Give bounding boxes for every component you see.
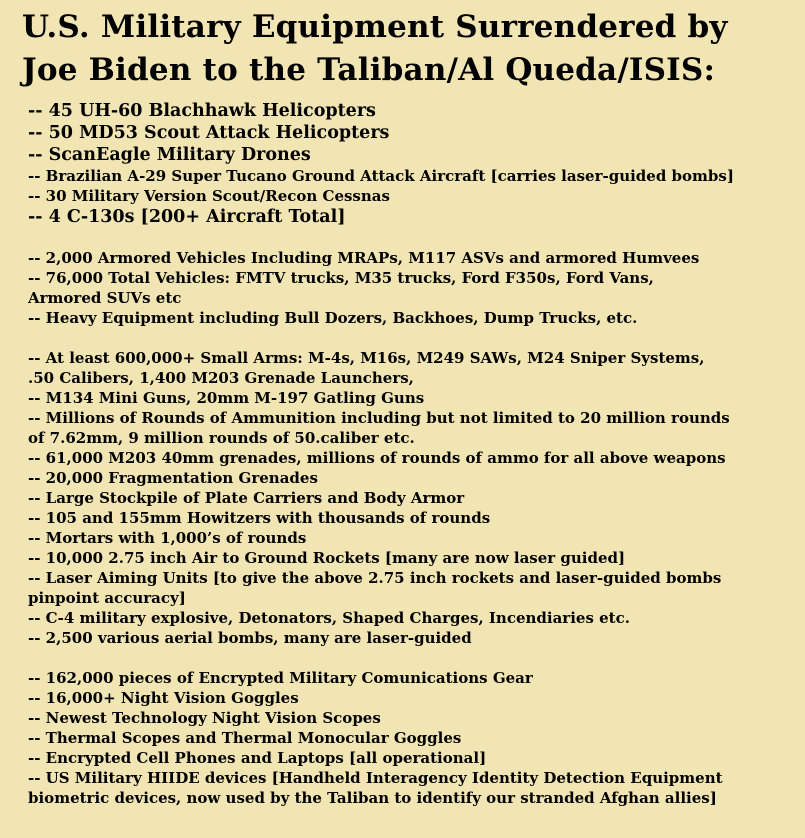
list-item: -- At least 600,000+ Small Arms: M-4s, M16s, M249 SAWs, M24 Sniper Systems, xyxy=(28,349,705,367)
equipment-list xyxy=(28,100,798,808)
list-item: -- US Military HIIDE devices [Handheld Interagency Identity Detection Equipment xyxy=(28,769,723,787)
list-item: -- Heavy Equipment including Bull Dozers, Backhoes, Dump Trucks, etc. xyxy=(28,309,638,327)
list-item: -- 2,000 Armored Vehicles Including MRAPs, M117 ASVs and armored Humvees xyxy=(28,249,700,267)
list-item: -- Laser Aiming Units [to give the above 2.75 inch rockets and laser-guided bombs xyxy=(28,569,722,587)
list-item: -- 76,000 Total Vehicles: FMTV trucks, M35 trucks, Ford F350s, Ford Vans, xyxy=(28,269,654,287)
list-item: -- 16,000+ Night Vision Goggles xyxy=(28,689,299,707)
list-item-continuation: .50 Calibers, 1,400 M203 Grenade Launchers, xyxy=(28,369,414,387)
group-spacer xyxy=(28,228,798,248)
list-item: -- Millions of Rounds of Ammunition including but not limited to 20 million rounds xyxy=(28,409,730,427)
page-title xyxy=(22,6,792,92)
title-line-1: U.S. Military Equipment Surrendered by xyxy=(22,9,728,45)
list-item: -- 4 C-130s [200+ Aircraft Total] xyxy=(28,207,346,227)
list-item: -- Newest Technology Night Vision Scopes xyxy=(28,709,381,727)
group-spacer xyxy=(28,328,798,348)
list-item: -- Brazilian A-29 Super Tucano Ground Attack Aircraft [carries laser-guided bombs] xyxy=(28,167,734,185)
list-item-continuation: of 7.62mm, 9 million rounds of 50.caliber etc. xyxy=(28,429,415,447)
title-line-2: Joe Biden to the Taliban/Al Queda/ISIS: xyxy=(22,52,716,88)
list-item: -- 2,500 various aerial bombs, many are laser-guided xyxy=(28,629,472,647)
list-item: -- Large Stockpile of Plate Carriers and Body Armor xyxy=(28,489,465,507)
list-item: -- Thermal Scopes and Thermal Monocular Goggles xyxy=(28,729,462,747)
list-item-continuation: biometric devices, now used by the Taliban to identify our stranded Afghan allies] xyxy=(28,789,717,807)
list-item-continuation: Armored SUVs etc xyxy=(28,289,182,307)
list-item: -- 10,000 2.75 inch Air to Ground Rockets [many are now laser guided] xyxy=(28,549,626,567)
list-item: -- 105 and 155mm Howitzers with thousands of rounds xyxy=(28,509,491,527)
list-item: -- Mortars with 1,000’s of rounds xyxy=(28,529,307,547)
list-item: -- 20,000 Fragmentation Grenades xyxy=(28,469,318,487)
list-item: -- 50 MD53 Scout Attack Helicopters xyxy=(28,123,390,143)
group-spacer xyxy=(28,648,798,668)
list-item: -- C-4 military explosive, Detonators, Shaped Charges, Incendiaries etc. xyxy=(28,609,630,627)
list-item: -- Encrypted Cell Phones and Laptops [all operational] xyxy=(28,749,487,767)
list-item: -- M134 Mini Guns, 20mm M-197 Gatling Guns xyxy=(28,389,425,407)
list-item: -- ScanEagle Military Drones xyxy=(28,145,311,165)
list-item: -- 30 Military Version Scout/Recon Cessnas xyxy=(28,187,390,205)
list-item: -- 162,000 pieces of Encrypted Military Comunications Gear xyxy=(28,669,533,687)
list-item: -- 45 UH-60 Blachhawk Helicopters xyxy=(28,101,376,121)
list-item-continuation: pinpoint accuracy] xyxy=(28,589,186,607)
list-item: -- 61,000 M203 40mm grenades, millions of rounds of ammo for all above weapons xyxy=(28,449,726,467)
